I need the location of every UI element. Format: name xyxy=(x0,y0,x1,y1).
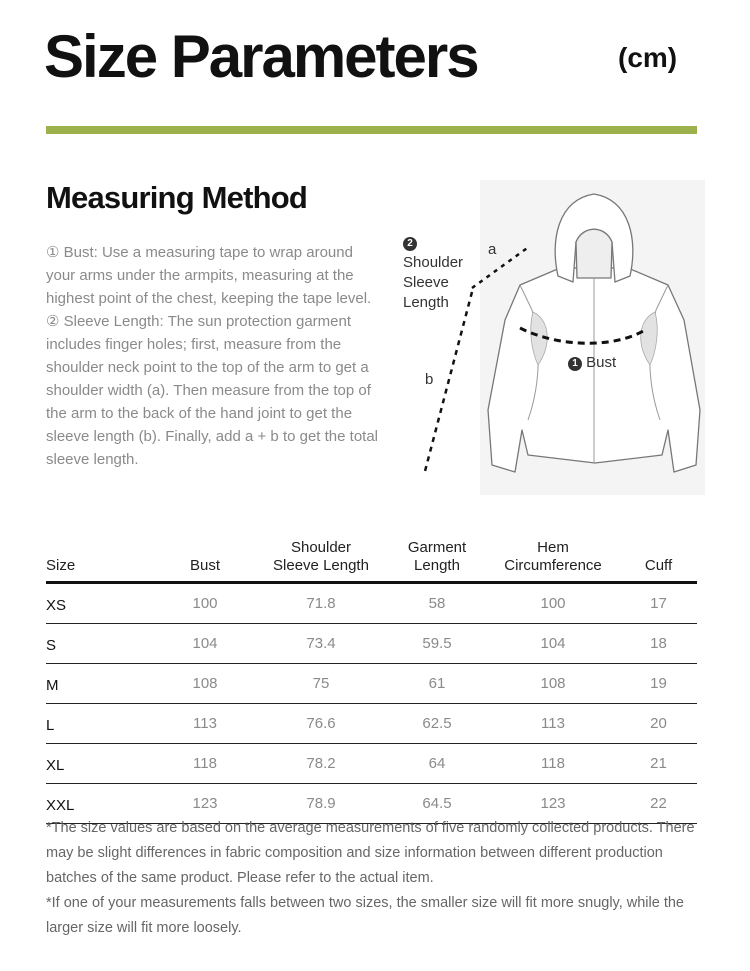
marker-1-icon: 1 xyxy=(568,357,582,371)
sleeve-instructions: ② Sleeve Length: The sun protection garment includes finger holes; first, measure from the shoulder neck point to the top of the arm to get a shoulder width (a). Then measure from the top of the arm to the back of the hand joint to get the sleeve length (b). Finally, add a + b to get the total sleeve length. xyxy=(46,313,379,468)
table-row: S 104 73.4 59.5 104 18 xyxy=(46,624,697,664)
label-a: a xyxy=(488,241,497,258)
footnotes xyxy=(46,816,706,941)
marker-2-icon: 2 xyxy=(403,237,417,251)
table-row: M 108 75 61 108 19 xyxy=(46,664,697,704)
jacket-drawing xyxy=(400,180,710,500)
page-title: Size Parameters xyxy=(44,23,478,90)
header-hem: Hem Circumference xyxy=(486,535,620,583)
header-garment-length: Garment Length xyxy=(388,535,486,583)
size-table xyxy=(46,535,697,824)
bust-instructions: ① Bust: Use a measuring tape to wrap around your arms under the armpits, measuring at the highest point of the chest, keeping the tape level. xyxy=(46,244,372,307)
footnote-fit: *If one of your measurements falls between two sizes, the smaller size will fit more snugly, while the larger size will fit more loosely. xyxy=(46,895,684,936)
table-row: XS 100 71.8 58 100 17 xyxy=(46,583,697,624)
header-shoulder-sleeve: Shoulder Sleeve Length xyxy=(254,535,388,583)
header-bust: Bust xyxy=(156,535,254,583)
header-size: Size xyxy=(46,535,156,583)
table-row: XL 118 78.2 64 118 21 xyxy=(46,744,697,784)
measuring-method-text xyxy=(46,241,386,471)
header-cuff: Cuff xyxy=(620,535,697,583)
label-b: b xyxy=(425,371,434,388)
measuring-method-title: Measuring Method xyxy=(46,180,308,215)
jacket-illustration xyxy=(400,180,710,500)
bust-label: 1 Bust xyxy=(568,353,616,373)
table-row: L 113 76.6 62.5 113 20 xyxy=(46,704,697,744)
table-row: XXL 123 78.9 64.5 123 22 xyxy=(46,784,697,824)
table-header-row xyxy=(46,535,697,583)
unit-label: (cm) xyxy=(618,42,678,73)
accent-divider xyxy=(46,126,697,134)
footnote-average: *The size values are based on the average measurements of five randomly collected products. There may be slight differences in fabric composition and size information between different production batches of the same product. Please refer to the actual item. xyxy=(46,820,695,886)
shoulder-sleeve-label: 2 Shoulder Sleeve Length xyxy=(403,238,464,311)
